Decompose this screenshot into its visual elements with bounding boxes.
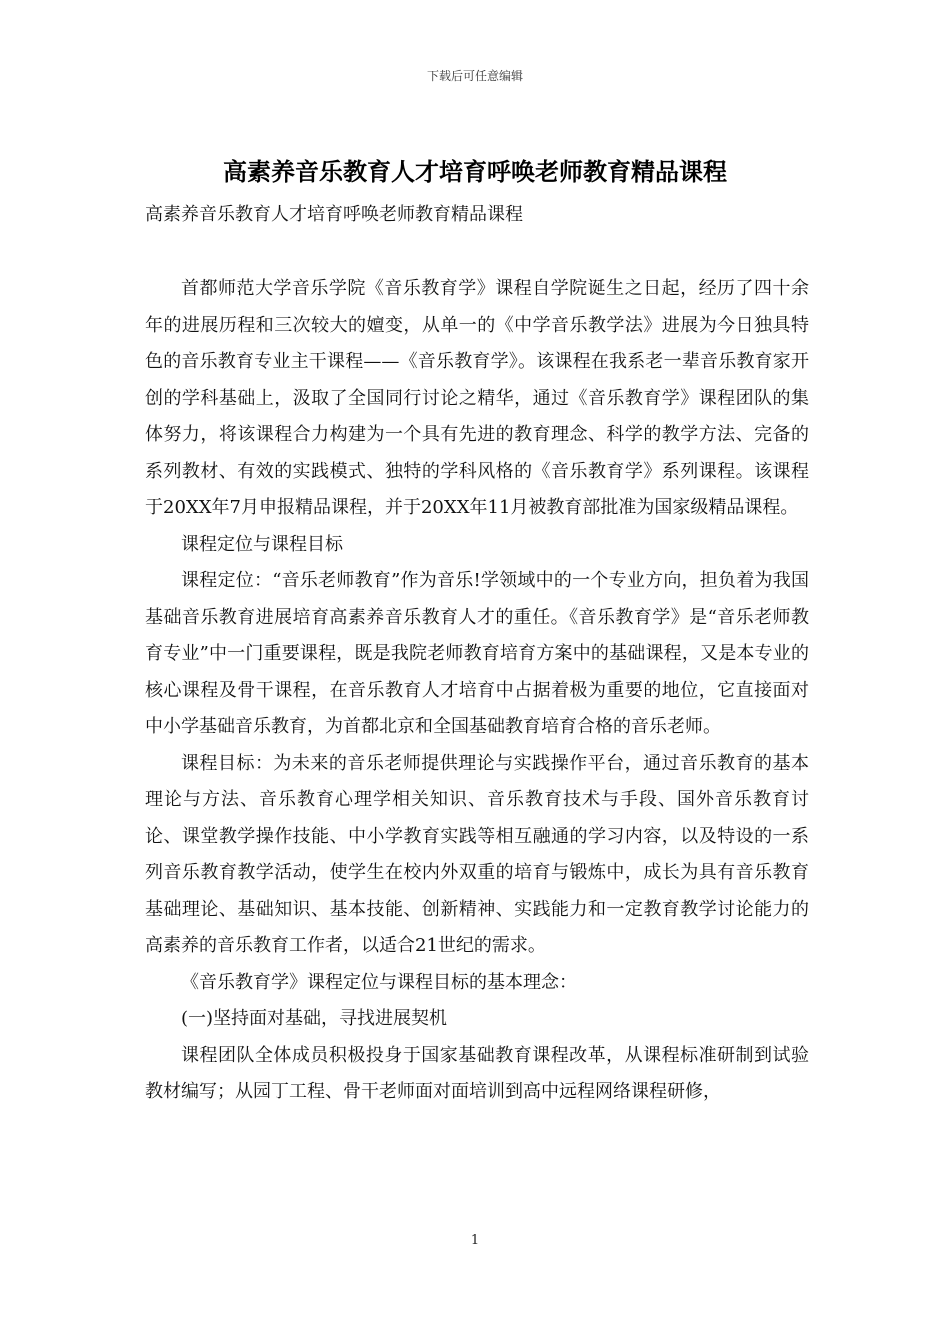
document-title: 高素养音乐教育人才培育呼唤老师教育精品课程	[223, 157, 727, 186]
document-body	[145, 271, 809, 1111]
paragraph-course-team: 课程团队全体成员积极投身于国家基础教育课程改革，从课程标准研制到试验教材编写；从园丁工程、骨干老师面对面培训到高中远程网络课程研修，	[145, 1044, 809, 1102]
paragraph-subheading-one: (一)坚持面对基础，寻找进展契机	[181, 1008, 448, 1029]
paragraph-course-positioning: 课程定位：“音乐老师教育”作为音乐!学领域中的一个专业方向，担负着为我国基础音乐教育进展培育高素养音乐教育人才的重任。《音乐教育学》是“音乐老师教育专业”中一门重要课程，既是我院老师教育培育方案中的基础课程，又是本专业的核心课程及骨干课程，在音乐教育人才培育中占据着极为重要的地位，它直接面对中小学基础音乐教育，为首都北京和全国基础教育培育合格的音乐老师。	[145, 570, 809, 737]
header-note: 下载后可任意编辑	[426, 69, 523, 83]
paragraph-course-goals: 课程目标：为未来的音乐老师提供理论与实践操作平台，通过音乐教育的基本理论与方法、音乐教育心理学相关知识、音乐教育技术与手段、国外音乐教育讨论、课堂教学操作技能、中小学教育实践等相互融通的学习内容，以及特设的一系列音乐教育教学活动，使学生在校内外双重的培育与锻炼中，成长为具有音乐教育基础理论、基础知识、基本技能、创新精神、实践能力和一定教育教学讨论能力的高素养的音乐教育工作者，以适合21世纪的需求。	[145, 752, 809, 956]
paragraph-intro: 首都师范大学音乐学院《音乐教育学》课程自学院诞生之日起，经历了四十余年的进展历程和三次较大的嬗变，从单一的《中学音乐教学法》进展为今日独具特色的音乐教育专业主干课程——《音乐教育学》。该课程在我系老一辈音乐教育家开创的学科基础上，汲取了全国同行讨论之精华，通过《音乐教育学》课程团队的集体努力，将该课程合力构建为一个具有先进的教育理念、科学的教学方法、完备的系列教材、有效的实践模式、独特的学科风格的《音乐教育学》系列课程。该课程于20XX年7月申报精品课程，并于20XX年11月被教育部批准为国家级精品课程。	[145, 278, 809, 518]
document-subtitle: 高素养音乐教育人才培育呼唤老师教育精品课程	[145, 204, 523, 225]
paragraph-basic-concepts: 《音乐教育学》课程定位与课程目标的基本理念：	[181, 971, 577, 993]
paragraph-section-heading: 课程定位与课程目标	[181, 533, 343, 555]
page-number: 1	[470, 1233, 480, 1248]
